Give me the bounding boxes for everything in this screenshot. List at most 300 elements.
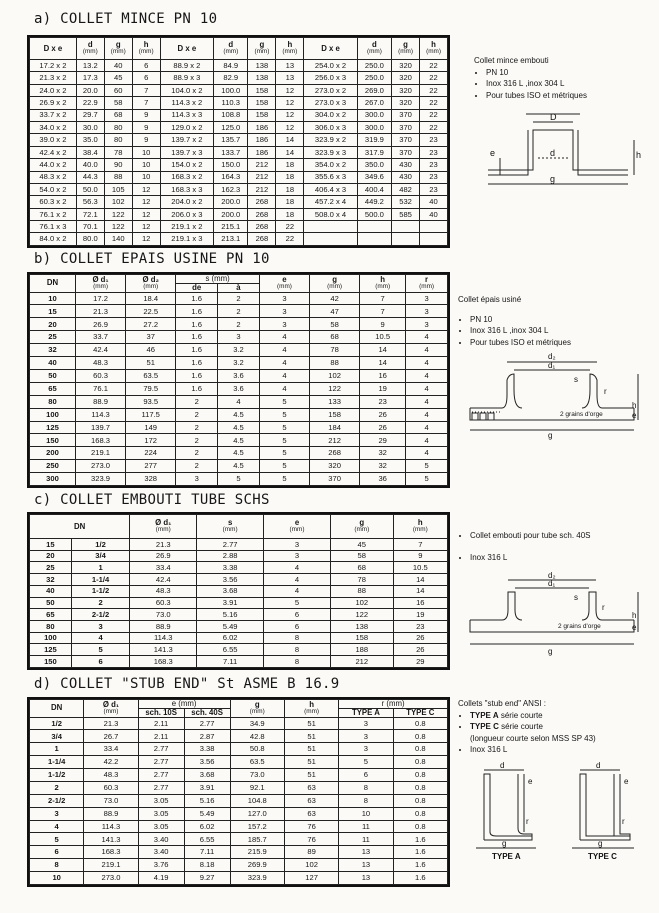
- table-cell: 4: [406, 369, 448, 382]
- table-cell: 320: [392, 84, 420, 96]
- table-cell: 277: [126, 460, 176, 473]
- table-cell: 150.0: [214, 159, 248, 171]
- table-collet-mince: [27, 35, 450, 248]
- table-cell: 68: [330, 562, 393, 574]
- table-row: [30, 833, 448, 846]
- section-c-title: c) COLLET EMBOUTI TUBE SCHS: [34, 492, 270, 508]
- col-h: h (mm): [360, 275, 406, 293]
- table-cell: 0.8: [393, 794, 447, 807]
- note-item: • Inox 316 L ,inox 304 L: [470, 325, 571, 337]
- label-type-a: TYPE A: [492, 852, 521, 861]
- table-cell: 3: [339, 743, 393, 756]
- table-cell: 215.1: [214, 221, 248, 233]
- table-cell: 5: [264, 597, 331, 609]
- table-cell: 2.11: [138, 717, 184, 730]
- column-header: g (mm): [392, 38, 420, 60]
- table-cell: 104.8: [230, 794, 284, 807]
- table-cell: 168.3: [84, 846, 138, 859]
- col-d1: Ø d₁ (mm): [75, 275, 125, 293]
- table-collet-epais: [27, 272, 450, 488]
- table-cell: 5: [406, 460, 448, 473]
- table-cell: 12: [132, 221, 160, 233]
- table-cell: 26: [360, 408, 406, 421]
- table-cell: 25: [30, 562, 72, 574]
- table-cell: 4: [406, 382, 448, 395]
- table-cell: 2.77: [138, 743, 184, 756]
- table-cell: 219.1 x 3: [160, 233, 213, 246]
- table-cell: 25: [30, 331, 76, 344]
- table-cell: 19: [360, 382, 406, 395]
- table-cell: 26: [393, 632, 447, 644]
- section-b-title: b) COLLET EPAIS USINE PN 10: [34, 251, 270, 267]
- table-cell: 23: [420, 146, 448, 158]
- col-r-type-c: TYPE C: [393, 708, 447, 717]
- table-cell: 400.4: [357, 183, 391, 195]
- table-cell: 10.5: [393, 562, 447, 574]
- table-cell: 4: [264, 574, 331, 586]
- table-row: [30, 72, 448, 84]
- table-cell: 48.3 x 2: [30, 171, 77, 183]
- table-cell: 1/2: [30, 717, 84, 730]
- table-cell: 47: [310, 305, 360, 318]
- table-cell: 2: [176, 421, 218, 434]
- table-cell: 430: [392, 159, 420, 171]
- table-cell: 21.3 x 2: [30, 72, 77, 84]
- table-cell: 139.7: [75, 421, 125, 434]
- table-cell: 36: [360, 473, 406, 486]
- table-row: [30, 395, 448, 408]
- table-cell: 508.0 x 4: [304, 208, 357, 220]
- table-cell: 46: [126, 344, 176, 357]
- table-cell: 34.0 x 2: [30, 121, 77, 133]
- table-cell: 6: [71, 656, 130, 668]
- label-g: g: [548, 431, 553, 440]
- table-cell: 268: [248, 221, 276, 233]
- table-cell: 79.5: [126, 382, 176, 395]
- table-cell: 0.8: [393, 807, 447, 820]
- table-cell: 0.8: [393, 743, 447, 756]
- table-cell: 1.6: [393, 859, 447, 872]
- table-cell: 457.2 x 4: [304, 196, 357, 208]
- table-cell: 3: [71, 621, 130, 633]
- table-cell: 323.9 x 3: [304, 146, 357, 158]
- table-cell: 8: [30, 859, 84, 872]
- label-D: D: [550, 112, 557, 122]
- table-cell: 10: [132, 171, 160, 183]
- table-cell: 88: [310, 357, 360, 370]
- table-cell: 89: [284, 846, 338, 859]
- table-cell: 204.0 x 2: [160, 196, 213, 208]
- table-cell: 23: [420, 183, 448, 195]
- table-cell: 63: [284, 807, 338, 820]
- table-cell: 4: [259, 382, 309, 395]
- table-cell: 5: [259, 395, 309, 408]
- table-cell: 72.1: [76, 208, 104, 220]
- label-s: s: [574, 375, 578, 384]
- table-cell: 125: [30, 421, 76, 434]
- table-cell: 78: [104, 146, 132, 158]
- table-cell: 3: [218, 331, 260, 344]
- table-cell: 2: [176, 460, 218, 473]
- table-cell: 38.4: [76, 146, 104, 158]
- table-cell: 44.3: [76, 171, 104, 183]
- table-cell: 273.0 x 2: [304, 84, 357, 96]
- table-cell: 319.9: [357, 134, 391, 146]
- table-cell: 22: [276, 233, 304, 246]
- table-cell: 29.7: [76, 109, 104, 121]
- table-cell: 3: [406, 305, 448, 318]
- table-header-row: [30, 38, 448, 60]
- table-cell: 1.6: [176, 344, 218, 357]
- table-cell: 250: [30, 460, 76, 473]
- column-header: D x e: [30, 38, 77, 60]
- table-cell: 63: [284, 794, 338, 807]
- table-row: [30, 743, 448, 756]
- table-row: [30, 656, 448, 668]
- table-row: [30, 585, 448, 597]
- label-groove: 2 grains d'orge: [560, 411, 603, 418]
- table-cell: 162.3: [214, 183, 248, 195]
- table-row: [30, 460, 448, 473]
- table-cell: 5.16: [184, 794, 230, 807]
- table-cell: 273.0: [75, 460, 125, 473]
- diagram-collet-mince: [478, 110, 643, 192]
- table-cell: 80: [30, 395, 76, 408]
- table-row: [30, 382, 448, 395]
- table-cell: 58: [310, 318, 360, 331]
- table-cell: 33.4: [130, 562, 197, 574]
- table-cell: 133: [310, 395, 360, 408]
- table-cell: 188: [330, 644, 393, 656]
- table-cell: 32: [30, 344, 76, 357]
- table-header-row: [30, 700, 448, 709]
- table-cell: 114.3: [130, 632, 197, 644]
- table-cell: 51: [284, 743, 338, 756]
- table-cell: 42.4 x 2: [30, 146, 77, 158]
- table-row: [30, 621, 448, 633]
- table-cell: 42: [310, 292, 360, 305]
- table-cell: 4: [406, 395, 448, 408]
- table-cell: 22: [420, 109, 448, 121]
- note-heading: Collet mince embouti: [474, 56, 549, 65]
- table-cell: 122: [104, 221, 132, 233]
- table-cell: 320: [392, 97, 420, 109]
- col-s-de: de: [176, 283, 218, 292]
- col-e: e (mm): [138, 700, 230, 709]
- table-cell: 114.3 x 2: [160, 97, 213, 109]
- table-cell: 2: [176, 434, 218, 447]
- table-cell: 82.9: [214, 72, 248, 84]
- table-cell: 76.1: [75, 382, 125, 395]
- table-cell: 157.2: [230, 820, 284, 833]
- table-cell: 138: [248, 60, 276, 72]
- table-cell: 37: [126, 331, 176, 344]
- table-cell: 60.3: [84, 781, 138, 794]
- table-cell: 63.5: [230, 756, 284, 769]
- table-cell: 30.0: [76, 121, 104, 133]
- table-cell: 5: [339, 756, 393, 769]
- table-cell: 4: [259, 331, 309, 344]
- table-cell: 39.0 x 2: [30, 134, 77, 146]
- label-d1: d₁: [548, 361, 556, 370]
- note-item: • PN 10: [486, 67, 587, 79]
- table-cell: 100: [30, 632, 72, 644]
- table-cell: 40.0: [76, 159, 104, 171]
- table-row: [30, 408, 448, 421]
- label-groove: 2 grains d'orge: [558, 623, 601, 630]
- table-cell: 24.0 x 2: [30, 84, 77, 96]
- label-type-c: TYPE C: [588, 852, 617, 861]
- col-dn: DN: [30, 275, 76, 293]
- table-cell: 3.38: [184, 743, 230, 756]
- table-cell: 186: [248, 134, 276, 146]
- table-row: [30, 331, 448, 344]
- col-s-a: à: [218, 283, 260, 292]
- table-cell: 158: [248, 97, 276, 109]
- table-cell: 200.0: [214, 208, 248, 220]
- table-cell: 212: [330, 656, 393, 668]
- table-cell: 7: [360, 305, 406, 318]
- note-item: • Inox 316 L ,inox 304 L: [486, 78, 587, 90]
- table-cell: 150: [30, 434, 76, 447]
- table-cell: 78: [330, 574, 393, 586]
- table-cell: 22: [420, 84, 448, 96]
- table-row: [30, 159, 448, 171]
- table-cell: 8: [339, 794, 393, 807]
- table-cell: 256.0 x 3: [304, 72, 357, 84]
- table-cell: 34.9: [230, 717, 284, 730]
- table-cell: 51: [284, 769, 338, 782]
- table-row: [30, 769, 448, 782]
- label-e: e: [528, 777, 533, 786]
- table-cell: 349.6: [357, 171, 391, 183]
- table-row: [30, 447, 448, 460]
- table-cell: 2: [30, 781, 84, 794]
- table-cell: 6: [264, 621, 331, 633]
- table-row: [30, 318, 448, 331]
- table-cell: 26: [393, 644, 447, 656]
- table-cell: 108.8: [214, 109, 248, 121]
- table-cell: 212: [248, 159, 276, 171]
- column-header: d (mm): [76, 38, 104, 60]
- table-cell: 76: [284, 833, 338, 846]
- table-cell: [357, 233, 391, 246]
- table-cell: 267.0: [357, 97, 391, 109]
- section-a-title: a) COLLET MINCE PN 10: [34, 11, 218, 27]
- table-cell: 320: [310, 460, 360, 473]
- table-cell: 317.9: [357, 146, 391, 158]
- table-cell: 3.68: [184, 769, 230, 782]
- table-cell: 320: [392, 72, 420, 84]
- note-item: • Inox 316 L: [470, 552, 591, 564]
- table-cell: 129.0 x 2: [160, 121, 213, 133]
- table-cell: 3.40: [138, 833, 184, 846]
- note-item: • Pour tubes ISO et métriques: [470, 337, 571, 349]
- table-cell: 1.6: [393, 833, 447, 846]
- table-cell: 10: [339, 807, 393, 820]
- table-cell: 68: [310, 331, 360, 344]
- table-cell: 186: [248, 146, 276, 158]
- table-row: [30, 473, 448, 486]
- table-cell: 185.7: [230, 833, 284, 846]
- col-e: e (mm): [259, 275, 309, 293]
- table-cell: 58: [330, 550, 393, 562]
- table-cell: 93.5: [126, 395, 176, 408]
- table-cell: 300: [30, 473, 76, 486]
- table-cell: 3: [406, 318, 448, 331]
- table-cell: 5: [259, 408, 309, 421]
- table-row: [30, 609, 448, 621]
- table-cell: 585: [392, 208, 420, 220]
- label-r: r: [604, 387, 607, 396]
- table-cell: 4: [406, 447, 448, 460]
- table-cell: 40: [104, 60, 132, 72]
- table-cell: 3: [264, 539, 331, 551]
- table-cell: 20: [30, 550, 72, 562]
- table-cell: 2: [71, 597, 130, 609]
- table-cell: 5: [259, 460, 309, 473]
- table-cell: 26: [360, 421, 406, 434]
- table-cell: 23: [420, 171, 448, 183]
- table-cell: 5.49: [197, 621, 264, 633]
- table-cell: 11: [339, 833, 393, 846]
- table-cell: 6.02: [184, 820, 230, 833]
- table-cell: 5.49: [184, 807, 230, 820]
- table-row: [30, 550, 448, 562]
- table-cell: 51: [284, 717, 338, 730]
- label-g: g: [550, 174, 556, 184]
- table-cell: 122: [330, 609, 393, 621]
- col-d1: Ø d₁ (mm): [130, 515, 197, 539]
- table-cell: 141.3: [84, 833, 138, 846]
- table-cell: 17.3: [76, 72, 104, 84]
- table-cell: 355.6 x 3: [304, 171, 357, 183]
- table-cell: 13: [276, 60, 304, 72]
- table-cell: 7: [393, 539, 447, 551]
- table-cell: 2.77: [138, 756, 184, 769]
- table-cell: 6.02: [197, 632, 264, 644]
- table-cell: 88: [104, 171, 132, 183]
- table-cell: 5: [406, 473, 448, 486]
- table-cell: 6: [30, 846, 84, 859]
- table-cell: 13.2: [76, 60, 104, 72]
- table-cell: 273.0: [84, 872, 138, 885]
- table-cell: 80: [104, 121, 132, 133]
- table-cell: 250.0: [357, 72, 391, 84]
- table-cell: 17.2 x 2: [30, 60, 77, 72]
- col-r: r (mm): [339, 700, 448, 709]
- table-cell: 2: [218, 292, 260, 305]
- table-cell: 42.8: [230, 730, 284, 743]
- table-cell: 328: [126, 473, 176, 486]
- table-cell: 80.0: [76, 233, 104, 246]
- table-cell: 17.2: [75, 292, 125, 305]
- table-cell: 212: [248, 171, 276, 183]
- table-cell: 219.1 x 2: [160, 221, 213, 233]
- table-cell: 14: [360, 344, 406, 357]
- table-cell: 7: [360, 292, 406, 305]
- table-cell: 50: [30, 597, 72, 609]
- table-cell: 268: [248, 233, 276, 246]
- table-cell: 4: [406, 421, 448, 434]
- label-d1: d₁: [548, 579, 556, 588]
- table-cell: 5: [218, 473, 260, 486]
- table-cell: 5.16: [197, 609, 264, 621]
- table-cell: 200.0: [214, 196, 248, 208]
- table-cell: 22: [420, 72, 448, 84]
- table-row: [30, 208, 448, 220]
- diagram-collet-epais: [462, 350, 642, 440]
- table-cell: 10: [30, 872, 84, 885]
- table-cell: 9: [393, 550, 447, 562]
- table-cell: 22: [420, 121, 448, 133]
- table-cell: 51: [126, 357, 176, 370]
- table-cell: 26.9: [75, 318, 125, 331]
- table-cell: 3: [259, 318, 309, 331]
- table-row: [30, 717, 448, 730]
- column-header: h (mm): [276, 38, 304, 60]
- table-cell: 51: [284, 730, 338, 743]
- table-cell: 8.18: [184, 859, 230, 872]
- table-row: [30, 196, 448, 208]
- table-cell: 10.5: [360, 331, 406, 344]
- table-cell: 65: [30, 382, 76, 395]
- table-cell: 1.6: [176, 305, 218, 318]
- table-cell: 3.91: [184, 781, 230, 794]
- table-cell: 18: [276, 208, 304, 220]
- table-cell: 105: [104, 183, 132, 195]
- table-cell: 1.6: [176, 357, 218, 370]
- table-cell: 8: [264, 632, 331, 644]
- table-cell: 100.0: [214, 84, 248, 96]
- table-cell: 2: [218, 318, 260, 331]
- table-row: [30, 344, 448, 357]
- label-r: r: [526, 817, 529, 826]
- table-cell: 65: [30, 609, 72, 621]
- table-cell: 7.11: [184, 846, 230, 859]
- table-cell: 8: [339, 781, 393, 794]
- table-cell: 482: [392, 183, 420, 195]
- table-cell: 5: [259, 473, 309, 486]
- table-cell: 73.0: [130, 609, 197, 621]
- table-cell: 68: [104, 109, 132, 121]
- label-g: g: [502, 839, 507, 848]
- table-cell: 149: [126, 421, 176, 434]
- table-cell: 4.19: [138, 872, 184, 885]
- column-header: d (mm): [357, 38, 391, 60]
- label-s: s: [574, 593, 578, 602]
- table-row: [30, 305, 448, 318]
- table-cell: 4.5: [218, 460, 260, 473]
- table-cell: 9: [360, 318, 406, 331]
- table-cell: 12: [132, 183, 160, 195]
- table-cell: 449.2: [357, 196, 391, 208]
- table-cell: 212: [248, 183, 276, 195]
- table-cell: 45: [104, 72, 132, 84]
- label-d2: d₂: [548, 352, 556, 361]
- table-cell: 370: [392, 121, 420, 133]
- table-cell: 1-1/2: [30, 769, 84, 782]
- table-cell: 35.0: [76, 134, 104, 146]
- table-header-row: [30, 515, 448, 539]
- table-cell: [304, 233, 357, 246]
- col-e: e (mm): [264, 515, 331, 539]
- table-cell: 4: [264, 562, 331, 574]
- table-cell: 12: [132, 233, 160, 246]
- table-cell: 4: [264, 585, 331, 597]
- table-cell: 6: [132, 72, 160, 84]
- table-cell: 3/4: [71, 550, 130, 562]
